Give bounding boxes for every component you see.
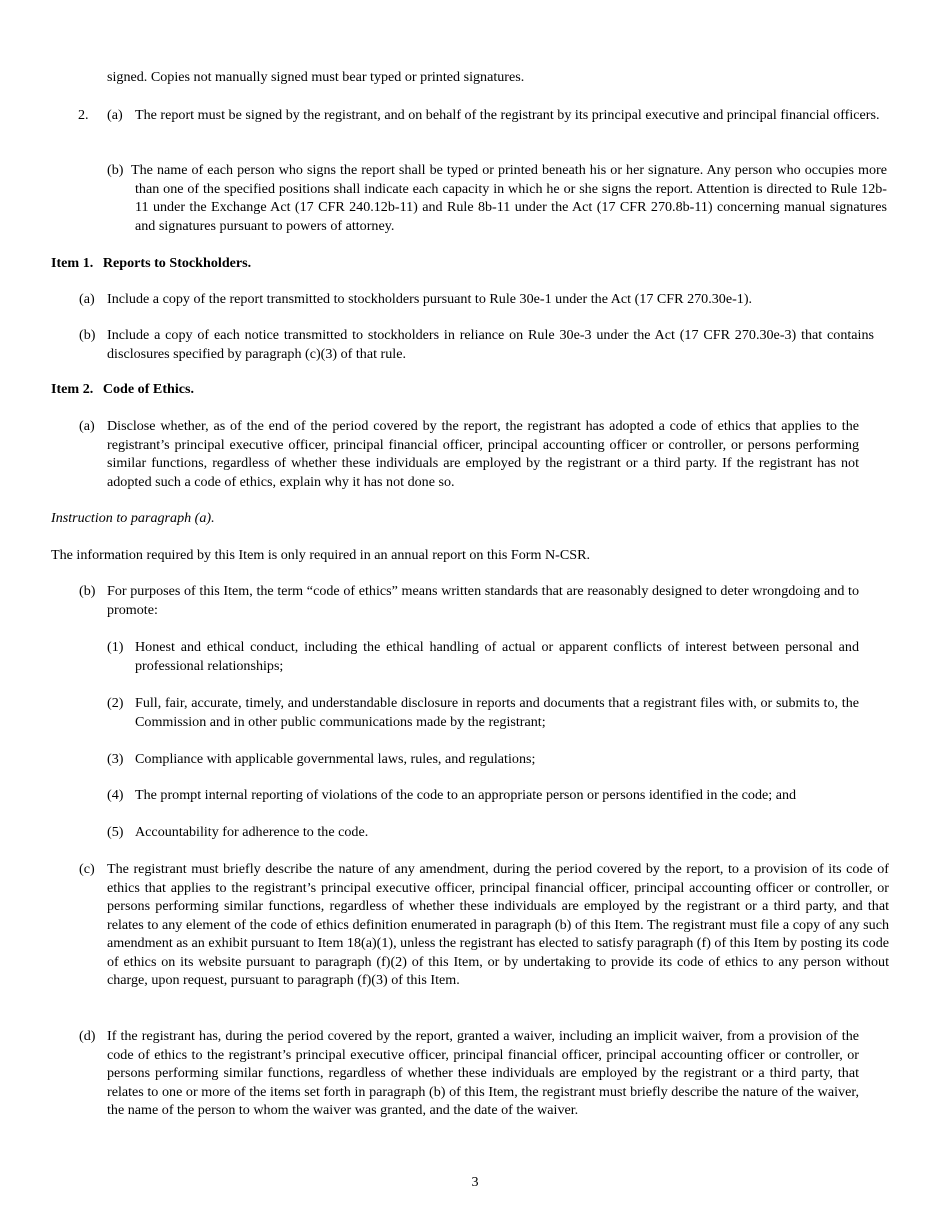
- paragraph-2a: [107, 106, 882, 125]
- instruction-heading: Instruction to paragraph (a).: [51, 510, 215, 526]
- paragraph-2b: [107, 161, 887, 235]
- paragraph-text: The name of each person who signs the report shall be typed or printed beneath his or her signature. Any person who occupies more than one of the specified positions shall indicate each capacity in which he or she signs the report. Attention is directed to Rule 12b-11 under the Exchange Act (17 CFR 240.12b-11) and Rule 8b-11 under the Act (17 CFR 270.8b-11) concerning manual signatures and signatures pursuant to powers of attorney.: [131, 162, 887, 234]
- paragraph-text: Include a copy of the report transmitted to stockholders pursuant to Rule 30e-1 under the Act (17 CFR 270.30e-1).: [107, 291, 753, 307]
- item-1-heading: [51, 254, 851, 273]
- list-item-marker: (4): [107, 787, 124, 803]
- list-item: [107, 694, 859, 731]
- list-item: [107, 638, 859, 675]
- item-2-heading: [51, 380, 851, 399]
- item-2c: [79, 860, 889, 990]
- item-title: Code of Ethics.: [102, 381, 195, 397]
- paragraph-marker: (a): [107, 107, 123, 123]
- list-item-text: Accountability for adherence to the code.: [135, 824, 369, 840]
- item-label: Item 1.: [51, 255, 94, 271]
- instruction-text: The information required by this Item is only required in an annual report on this Form N-CSR.: [51, 547, 590, 563]
- item-1b: [79, 326, 874, 363]
- paragraph-marker: (b): [79, 327, 96, 343]
- paragraph-marker: (b): [107, 162, 124, 178]
- list-item-text: Full, fair, accurate, timely, and understandable disclosure in reports and documents that a registrant files with, or submits to, the Commission and in other public communications made by the registrant;: [135, 695, 859, 730]
- item-title: Reports to Stockholders.: [102, 255, 252, 271]
- list-item-text: Compliance with applicable governmental laws, rules, and regulations;: [135, 751, 536, 767]
- item-2d: [79, 1027, 859, 1120]
- list-item-marker: (3): [107, 751, 124, 767]
- item-label: Item 2.: [51, 381, 94, 397]
- list-item: [107, 750, 897, 769]
- paragraph-number: 2.: [78, 107, 89, 123]
- paragraph-text: If the registrant has, during the period covered by the report, granted a waiver, including an implicit waiver, from a provision of the code of ethics to the registrant’s principal executive officer, principal financial officer, principal accounting officer or controller, or persons performing similar functions, regardless of whether these individuals are employed by the registrant or a third party, that relates to one or more of the items set forth in paragraph (b) of this Item, the registrant must briefly describe the nature of the waiver, the name of the person to whom the waiver was granted, and the date of the waiver.: [107, 1028, 859, 1118]
- paragraph-marker: (c): [79, 861, 95, 877]
- paragraph-text: For purposes of this Item, the term “code of ethics” means written standards that are reasonably designed to deter wrongdoing and to promote:: [107, 583, 859, 618]
- paragraph-text: The report must be signed by the registrant, and on behalf of the registrant by its principal executive and principal financial officers.: [135, 107, 880, 123]
- list-item-marker: (2): [107, 695, 124, 711]
- paragraph-text: Disclose whether, as of the end of the period covered by the report, the registrant has adopted a code of ethics that applies to the registrant’s principal executive officer, principal financial officer, principal accounting officer or controller, or persons performing similar functions, regardless of whether these individuals are employed by the registrant or a third party. If the registrant has not adopted such a code of ethics, explain why it has not done so.: [107, 418, 859, 490]
- list-item: [107, 823, 897, 842]
- page-number: 3: [471, 1174, 479, 1190]
- item-2a: [79, 417, 859, 491]
- paragraph-marker: (d): [79, 1028, 96, 1044]
- list-item-marker: (5): [107, 824, 124, 840]
- paragraph-marker: (a): [79, 291, 95, 307]
- item-1a: [79, 290, 889, 309]
- continuation-text: signed. Copies not manually signed must bear typed or printed signatures.: [107, 69, 525, 85]
- paragraph-marker: (b): [79, 583, 96, 599]
- list-item: [107, 786, 907, 805]
- list-item-marker: (1): [107, 639, 124, 655]
- list-item-text: The prompt internal reporting of violations of the code to an appropriate person or persons identified in the code; and: [135, 787, 797, 803]
- item-2b: [79, 582, 859, 619]
- paragraph-text: The registrant must briefly describe the nature of any amendment, during the period covered by the report, to a provision of its code of ethics that applies to the registrant’s principal executive officer, principal financial officer, principal accounting officer or controller, or persons performing similar functions, regardless of whether these individuals are employed by the registrant or a third party, and that relates to any element of the code of ethics definition enumerated in paragraph (b) of this Item. The registrant must file a copy of any such amendment as an exhibit pursuant to Item 18(a)(1), unless the registrant has elected to satisfy paragraph (f) of this Item by posting its code of ethics on its website pursuant to paragraph (f)(2) of this Item, or by undertaking to provide its code of ethics to any person without charge, upon request, pursuant to paragraph (f)(3) of this Item.: [107, 861, 889, 988]
- list-item-text: Honest and ethical conduct, including the ethical handling of actual or apparent conflicts of interest between personal and professional relationships;: [135, 639, 859, 674]
- paragraph-text: Include a copy of each notice transmitted to stockholders in reliance on Rule 30e-3 under the Act (17 CFR 270.30e-3) that contains disclosures specified by paragraph (c)(3) of that rule.: [107, 327, 874, 362]
- paragraph-marker: (a): [79, 418, 95, 434]
